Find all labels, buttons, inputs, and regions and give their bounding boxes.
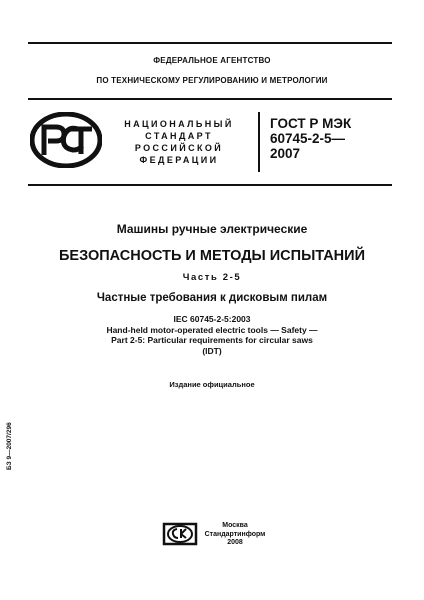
si-publisher-logo-icon — [162, 522, 198, 546]
agency-line-2: ПО ТЕХНИЧЕСКОМУ РЕГУЛИРОВАНИЮ И МЕТРОЛОГИИ — [96, 76, 328, 85]
english-title-2: Part 2-5: Particular requirements for circular saws — [111, 335, 313, 345]
national-standard-block — [116, 118, 242, 166]
header-rule — [28, 98, 392, 100]
block-rule — [28, 184, 392, 186]
gost-number — [270, 116, 351, 161]
gost-line: ГОСТ Р МЭК — [270, 116, 352, 131]
idt-label: (IDT) — [202, 345, 222, 356]
national-line: ФЕДЕРАЦИИ — [139, 155, 219, 165]
publisher-year: 2008 — [227, 539, 243, 546]
top-rule — [28, 42, 392, 44]
block-divider — [258, 112, 260, 172]
gost-line: 2007 — [270, 146, 301, 161]
title-line-4: Частные требования к дисковым пилам — [96, 292, 328, 304]
title-line-2: БЕЗОПАСНОСТЬ И МЕТОДЫ ИСПЫТАНИЙ — [58, 248, 365, 264]
publisher-block — [200, 522, 270, 548]
rst-logo-icon — [30, 112, 102, 168]
side-note: БЗ 9—2007/296 — [6, 422, 13, 470]
publisher-city: Москва — [222, 522, 248, 529]
national-line: НАЦИОНАЛЬНЫЙ — [124, 119, 234, 129]
edition-label: Издание официальное — [169, 380, 255, 389]
gost-line: 60745-2-5— — [270, 131, 346, 146]
english-title-1: Hand-held motor-operated electric tools — Safety — — [106, 324, 318, 335]
agency-line-1: ФЕДЕРАЛЬНОЕ АГЕНТСТВО — [153, 56, 271, 65]
national-line: РОССИЙСКОЙ — [134, 143, 224, 153]
national-line: СТАНДАРТ — [145, 131, 213, 141]
title-line-1: Машины ручные электрические — [116, 222, 308, 236]
iec-number: IEC 60745-2-5:2003 — [173, 314, 251, 324]
publisher-name: Стандартинформ — [204, 530, 266, 538]
title-part: Часть 2-5 — [182, 272, 242, 283]
english-block — [0, 314, 424, 356]
